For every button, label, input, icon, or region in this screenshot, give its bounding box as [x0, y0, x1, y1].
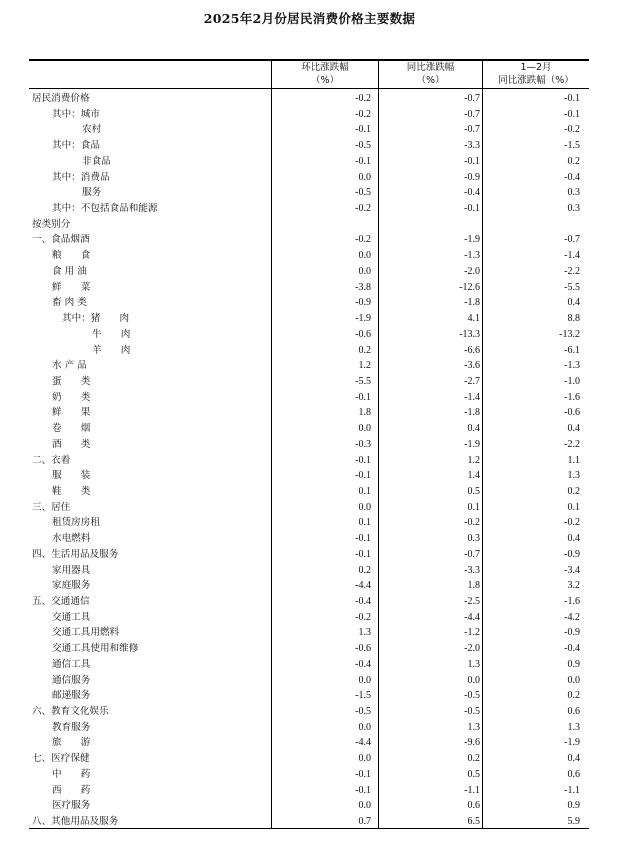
row-label: 交通工具 — [52, 611, 91, 623]
header-ytd — [483, 61, 589, 88]
year-on-year-value: -3.6 — [464, 360, 480, 372]
table-row — [29, 515, 589, 531]
year-to-date-value: -0.4 — [564, 171, 580, 183]
year-on-year-value: 6.5 — [467, 816, 480, 828]
year-to-date-value: 0.9 — [567, 658, 580, 670]
table-row — [29, 594, 589, 610]
year-on-year-value: -6.6 — [464, 344, 480, 356]
month-on-month-value: 0.0 — [358, 501, 371, 513]
month-on-month-value: -0.5 — [355, 187, 371, 199]
month-on-month-value: -0.5 — [355, 706, 371, 718]
table-row — [29, 673, 589, 689]
month-on-month-value: -0.6 — [355, 643, 371, 655]
year-on-year-value: 1.3 — [467, 721, 480, 733]
year-to-date-value: -1.6 — [564, 391, 580, 403]
year-to-date-value: -0.7 — [564, 234, 580, 246]
year-to-date-value: 0.4 — [567, 297, 580, 309]
table-row — [29, 547, 589, 563]
row-label: 奶 类 — [52, 391, 91, 403]
table-header-rule — [29, 88, 589, 89]
year-to-date-value: -4.2 — [564, 611, 580, 623]
year-to-date-value: -0.1 — [564, 93, 580, 104]
row-label: 旅 游 — [52, 737, 91, 749]
year-to-date-value: 0.1 — [567, 501, 580, 513]
year-on-year-value: -0.7 — [464, 548, 480, 560]
year-to-date-value: -1.9 — [564, 737, 580, 749]
row-label: 中 药 — [52, 768, 91, 780]
table-row — [29, 405, 589, 421]
header-ytd-line1: 1—2月 — [520, 62, 552, 73]
year-on-year-value: -0.7 — [464, 93, 480, 104]
year-on-year-value: -2.0 — [464, 643, 480, 655]
year-to-date-value: -1.5 — [564, 140, 580, 152]
month-on-month-value: -5.5 — [355, 375, 371, 387]
row-label: 服务 — [82, 187, 102, 199]
row-label: 鞋 类 — [52, 485, 91, 497]
month-on-month-value: -0.2 — [355, 203, 371, 215]
year-to-date-value: 0.0 — [567, 674, 580, 686]
month-on-month-value: -0.1 — [355, 124, 371, 136]
year-to-date-value: -1.4 — [564, 250, 580, 262]
year-on-year-value: -1.9 — [464, 438, 480, 450]
row-label: 牛 肉 — [92, 328, 131, 340]
year-on-year-value: -1.9 — [464, 234, 480, 246]
year-on-year-value: 0.5 — [467, 768, 480, 780]
table-row — [29, 122, 589, 138]
year-on-year-value: 0.4 — [467, 423, 480, 435]
header-mom — [272, 61, 378, 88]
year-to-date-value: 0.6 — [567, 706, 580, 718]
month-on-month-value: 0.2 — [358, 344, 371, 356]
year-on-year-value: 1.4 — [467, 470, 480, 482]
table-row — [29, 641, 589, 657]
month-on-month-value: -4.4 — [355, 737, 371, 749]
row-label: 居民消费价格 — [32, 93, 90, 104]
month-on-month-value: -0.1 — [355, 470, 371, 482]
month-on-month-value: 0.1 — [358, 517, 371, 529]
row-label: 畜 肉 类 — [52, 297, 87, 309]
year-to-date-value: -0.6 — [564, 407, 580, 419]
table-row — [29, 295, 589, 311]
year-to-date-value: -1.6 — [564, 596, 580, 607]
month-on-month-value: -0.4 — [355, 658, 371, 670]
year-on-year-value: -2.0 — [464, 265, 480, 277]
year-on-year-value: -0.7 — [464, 108, 480, 120]
year-to-date-value: 0.9 — [567, 800, 580, 812]
row-label: 六、教育文化娱乐 — [32, 706, 109, 718]
row-label: 通信工具 — [52, 658, 91, 670]
year-on-year-value: 4.1 — [467, 313, 480, 325]
row-label: 按类别分 — [32, 218, 71, 230]
year-to-date-value: -1.1 — [564, 784, 580, 796]
table-row — [29, 358, 589, 374]
year-to-date-value: 0.4 — [567, 753, 580, 765]
table-row — [29, 327, 589, 343]
year-to-date-value: -13.2 — [559, 328, 580, 340]
year-on-year-value: 0.5 — [467, 485, 480, 497]
month-on-month-value: -0.2 — [355, 234, 371, 246]
table-row — [29, 343, 589, 359]
table-row — [29, 688, 589, 704]
year-to-date-value: -3.4 — [564, 564, 580, 576]
row-label: 卷 烟 — [52, 423, 91, 435]
month-on-month-value: -0.1 — [355, 548, 371, 560]
row-label: 七、医疗保健 — [32, 753, 90, 765]
year-on-year-value: -0.4 — [464, 187, 480, 199]
header-yoy-line2: （%） — [416, 75, 445, 86]
year-to-date-value: 5.9 — [567, 816, 580, 828]
row-label: 医疗服务 — [52, 800, 91, 812]
month-on-month-value: -0.9 — [355, 297, 371, 309]
year-on-year-value: 1.8 — [467, 580, 480, 592]
row-label: 其中：食品 — [52, 140, 100, 152]
year-on-year-value: 0.3 — [467, 533, 480, 545]
row-label: 农村 — [82, 124, 102, 136]
header-yoy — [379, 61, 482, 88]
month-on-month-value: -0.1 — [355, 533, 371, 545]
month-on-month-value: -0.3 — [355, 438, 371, 450]
table-row — [29, 453, 589, 469]
table-row — [29, 374, 589, 390]
year-on-year-value: -1.3 — [464, 250, 480, 262]
row-label: 五、交通通信 — [32, 596, 90, 607]
table-row — [29, 91, 589, 107]
table-body — [29, 91, 589, 830]
table-row — [29, 484, 589, 500]
table-row — [29, 421, 589, 437]
row-label: 鲜 菜 — [52, 281, 91, 293]
table-row — [29, 170, 589, 186]
year-on-year-value: -1.8 — [464, 297, 480, 309]
table-row — [29, 201, 589, 217]
month-on-month-value: 0.0 — [358, 674, 371, 686]
row-label: 其中：城市 — [52, 108, 100, 120]
year-to-date-value: 0.2 — [567, 690, 580, 702]
year-on-year-value: -3.3 — [464, 140, 480, 152]
table-row — [29, 720, 589, 736]
row-label: 三、居住 — [32, 501, 71, 513]
year-on-year-value: -13.3 — [459, 328, 480, 340]
table-row — [29, 264, 589, 280]
year-to-date-value: 0.2 — [567, 485, 580, 497]
month-on-month-value: 0.0 — [358, 753, 371, 765]
row-label: 非食品 — [82, 155, 111, 167]
table-row — [29, 751, 589, 767]
table-row — [29, 500, 589, 516]
month-on-month-value: -0.4 — [355, 596, 371, 607]
table-row — [29, 767, 589, 783]
month-on-month-value: -1.5 — [355, 690, 371, 702]
row-label: 租赁房房租 — [52, 517, 100, 529]
year-on-year-value: 1.3 — [467, 658, 480, 670]
row-label: 鲜 果 — [52, 407, 91, 419]
month-on-month-value: -4.4 — [355, 580, 371, 592]
year-to-date-value: 0.6 — [567, 768, 580, 780]
year-on-year-value: -2.5 — [464, 596, 480, 607]
year-to-date-value: 8.8 — [567, 313, 580, 325]
month-on-month-value: 0.1 — [358, 485, 371, 497]
row-label: 教育服务 — [52, 721, 91, 733]
year-on-year-value: -0.5 — [464, 706, 480, 718]
year-to-date-value: 1.3 — [567, 470, 580, 482]
year-on-year-value: 0.6 — [467, 800, 480, 812]
year-on-year-value: -1.4 — [464, 391, 480, 403]
month-on-month-value: -0.5 — [355, 140, 371, 152]
month-on-month-value: 0.0 — [358, 721, 371, 733]
month-on-month-value: -0.1 — [355, 768, 371, 780]
month-on-month-value: -0.1 — [355, 155, 371, 167]
month-on-month-value: 0.0 — [358, 250, 371, 262]
year-to-date-value: -0.2 — [564, 124, 580, 136]
table-row — [29, 107, 589, 123]
month-on-month-value: 0.0 — [358, 265, 371, 277]
table-row — [29, 814, 589, 830]
month-on-month-value: 0.0 — [358, 171, 371, 183]
year-to-date-value: -0.9 — [564, 548, 580, 560]
cpi-table — [29, 59, 589, 829]
table-row — [29, 232, 589, 248]
year-to-date-value: -0.4 — [564, 643, 580, 655]
year-to-date-value: -2.2 — [564, 438, 580, 450]
row-label: 酒 类 — [52, 438, 91, 450]
year-on-year-value: 0.0 — [467, 674, 480, 686]
year-to-date-value: 1.3 — [567, 721, 580, 733]
year-to-date-value: -1.3 — [564, 360, 580, 372]
year-on-year-value: -1.8 — [464, 407, 480, 419]
table-row — [29, 531, 589, 547]
table-row — [29, 578, 589, 594]
row-label: 食 用 油 — [52, 265, 87, 277]
row-label: 羊 肉 — [92, 344, 131, 356]
row-label: 家庭服务 — [52, 580, 91, 592]
year-to-date-value: -2.2 — [564, 265, 580, 277]
row-label: 一、食品烟酒 — [32, 234, 90, 246]
month-on-month-value: 1.3 — [358, 627, 371, 639]
table-row — [29, 798, 589, 814]
row-label: 粮 食 — [52, 250, 91, 262]
year-to-date-value: -0.1 — [564, 108, 580, 120]
table-row — [29, 468, 589, 484]
row-label: 其中：猪 肉 — [62, 313, 130, 325]
month-on-month-value: -0.1 — [355, 784, 371, 796]
month-on-month-value: 0.0 — [358, 423, 371, 435]
month-on-month-value: -3.8 — [355, 281, 371, 293]
row-label: 家用器具 — [52, 564, 91, 576]
year-on-year-value: -0.1 — [464, 203, 480, 215]
table-row — [29, 437, 589, 453]
year-on-year-value: -0.9 — [464, 171, 480, 183]
month-on-month-value: -0.2 — [355, 108, 371, 120]
table-row — [29, 311, 589, 327]
year-to-date-value: -5.5 — [564, 281, 580, 293]
table-row — [29, 563, 589, 579]
row-label: 西 药 — [52, 784, 91, 796]
row-label: 蛋 类 — [52, 375, 91, 387]
page-title: 2025年2月份居民消费价格主要数据 — [203, 11, 416, 26]
month-on-month-value: 0.0 — [358, 800, 371, 812]
year-on-year-value: -1.2 — [464, 627, 480, 639]
year-on-year-value: -0.2 — [464, 517, 480, 529]
year-on-year-value: 1.2 — [467, 454, 480, 466]
year-to-date-value: 1.1 — [567, 454, 580, 466]
month-on-month-value: -0.2 — [355, 611, 371, 623]
year-to-date-value: 3.2 — [567, 580, 580, 592]
row-label: 交通工具使用和维修 — [52, 643, 139, 655]
header-mom-line2: （%） — [310, 75, 340, 86]
year-on-year-value: -0.1 — [464, 155, 480, 167]
table-row — [29, 704, 589, 720]
year-on-year-value: -12.6 — [459, 281, 480, 293]
year-to-date-value: 0.4 — [567, 423, 580, 435]
month-on-month-value: -0.6 — [355, 328, 371, 340]
table-row — [29, 657, 589, 673]
table-row — [29, 390, 589, 406]
row-label: 服 装 — [52, 470, 91, 482]
year-on-year-value: 0.2 — [467, 753, 480, 765]
month-on-month-value: -1.9 — [355, 313, 371, 325]
header-yoy-line1: 同比涨跌幅 — [406, 62, 455, 73]
header-mom-line1: 环比涨跌幅 — [301, 62, 349, 73]
table-row — [29, 280, 589, 296]
table-row — [29, 138, 589, 154]
row-label: 二、衣着 — [32, 454, 71, 466]
table-row — [29, 154, 589, 170]
year-to-date-value: -0.2 — [564, 517, 580, 529]
year-to-date-value: 0.4 — [567, 533, 580, 545]
table-row — [29, 248, 589, 264]
row-label: 八、其他用品及服务 — [32, 816, 119, 828]
table-row — [29, 735, 589, 751]
header-ytd-line2: 同比涨跌幅（%） — [498, 75, 574, 86]
year-to-date-value: -6.1 — [564, 344, 580, 356]
year-on-year-value: -4.4 — [464, 611, 480, 623]
year-to-date-value: 0.2 — [567, 155, 580, 167]
month-on-month-value: 0.2 — [358, 564, 371, 576]
month-on-month-value: 1.8 — [358, 407, 371, 419]
year-to-date-value: -1.0 — [564, 375, 580, 387]
row-label: 通信服务 — [52, 674, 91, 686]
row-label: 水 产 品 — [52, 360, 87, 372]
year-on-year-value: -0.7 — [464, 124, 480, 136]
year-to-date-value: -0.9 — [564, 627, 580, 639]
row-label: 交通工具用燃料 — [52, 627, 120, 639]
table-row — [29, 610, 589, 626]
row-label: 其中：不包括食品和能源 — [52, 203, 158, 215]
month-on-month-value: -0.1 — [355, 391, 371, 403]
table-row — [29, 217, 589, 233]
table-row — [29, 185, 589, 201]
year-on-year-value: -1.1 — [464, 784, 480, 796]
month-on-month-value: -0.2 — [355, 93, 371, 104]
month-on-month-value: 1.2 — [358, 360, 371, 372]
month-on-month-value: 0.7 — [358, 816, 371, 828]
table-row — [29, 783, 589, 799]
row-label: 邮递服务 — [52, 690, 91, 702]
year-on-year-value: -9.6 — [464, 737, 480, 749]
row-label: 水电燃料 — [52, 533, 91, 545]
month-on-month-value: -0.1 — [355, 454, 371, 466]
year-on-year-value: -2.7 — [464, 375, 480, 387]
year-to-date-value: 0.3 — [567, 203, 580, 215]
table-row — [29, 625, 589, 641]
year-to-date-value: 0.3 — [567, 187, 580, 199]
year-on-year-value: -3.3 — [464, 564, 480, 576]
year-on-year-value: 0.1 — [467, 501, 480, 513]
year-on-year-value: -0.5 — [464, 690, 480, 702]
row-label: 四、生活用品及服务 — [32, 548, 119, 560]
row-label: 其中：消费品 — [52, 171, 110, 183]
